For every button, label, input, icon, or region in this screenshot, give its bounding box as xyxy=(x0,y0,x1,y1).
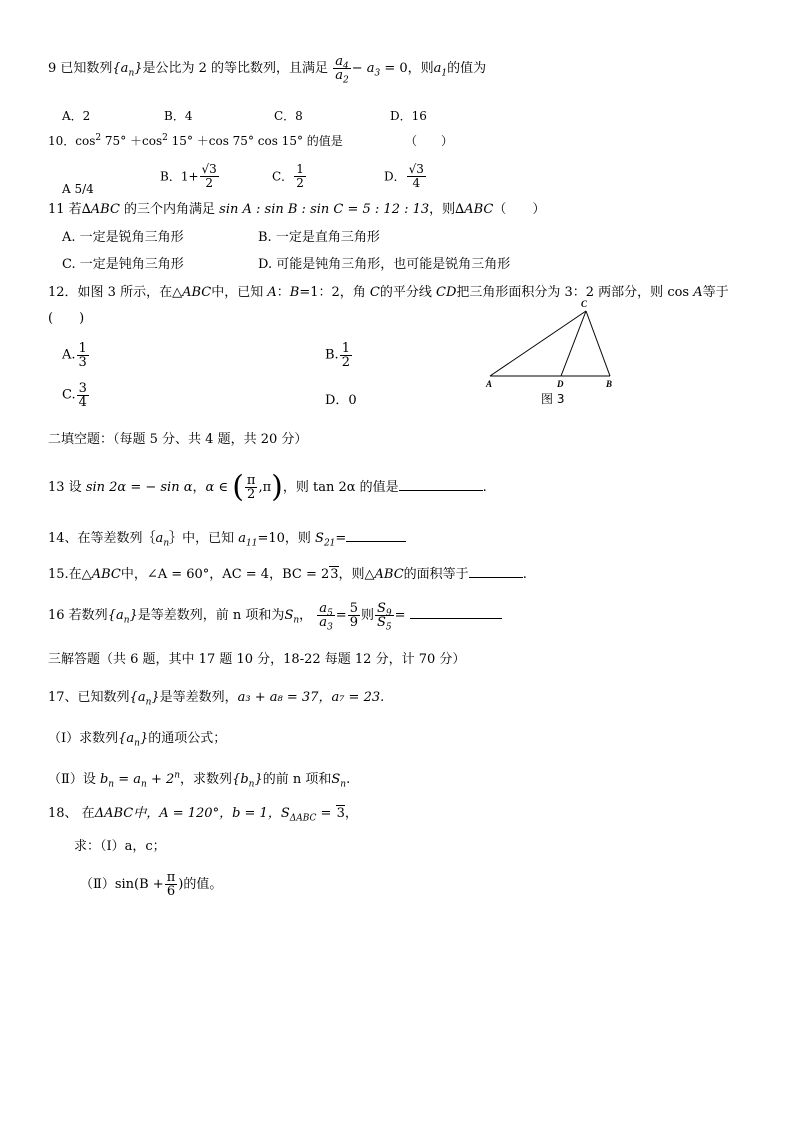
label-a: A xyxy=(486,379,493,389)
q10-paren: （ ） xyxy=(405,134,454,148)
q9-tail: 的值为 xyxy=(447,61,487,76)
section3-heading: 三解答题（共 6 题，其中 17 题 10 分，18-22 每题 12 分，计 70 分） xyxy=(48,652,466,667)
q12-paren: ( ) xyxy=(48,311,85,326)
q9-option-a: A．2 xyxy=(62,109,91,123)
q13-stem: 13 设 sin 2α = − sin α，α ∈ ( $\frac{\pi}{2}$ ,π)，则 tan 2α 的值是 . xyxy=(48,469,487,505)
q15-stem: 15.在△ABC中，∠A = 60°，AC = 4，BC = 23，则△ABC的面积等于 . xyxy=(48,567,527,582)
q9-seq: $\{a_n\}$ xyxy=(112,61,143,79)
label-c: C xyxy=(581,299,588,309)
q12-option-a: A. $\frac{1}{3}$ xyxy=(62,341,87,370)
q12-stem: 12．如图 3 所示，在△ABC中，已知 A：B=1：2，角 C的平分线 CD把三角形面积分为 3：2 两部分，则 cos A等于 xyxy=(48,285,729,300)
q9-option-d: D．16 xyxy=(390,109,427,123)
q13-blank[interactable] xyxy=(399,490,483,491)
q11-option-a: A. 一定是锐角三角形 xyxy=(62,230,184,245)
q14-stem: 14、在等差数列$\{a_n\}$中，已知 $a_{11}=10$，则 $S_{21}=$ xyxy=(48,531,406,547)
q11-option-d: D. 可能是钝角三角形，也可能是锐角三角形 xyxy=(258,257,511,272)
q9-a1: $a_1$ xyxy=(433,61,448,79)
q16-stem: 16 若数列$\{a_n\}$是等差数列，前 n 项和为$S_n$， $\frac{a_5}{a_3}$ = $\frac{5}{9}$ 则 $\frac{S_9}{S_5}$ = xyxy=(48,598,502,634)
q18-part2: （Ⅱ）sin(B + $\frac{\pi}{6}$ )的值。 xyxy=(80,870,223,899)
q10-option-d: D． $\frac{√3}{4}$ xyxy=(384,162,424,190)
q17-stem: 17、已知数列$\{a_n\}$是等差数列，a₃ + a₈ = 37，a₇ = 23. xyxy=(48,690,385,708)
q9-mid: 是公比为 2 的等比数列，且满足 xyxy=(142,61,329,76)
q16-blank[interactable] xyxy=(410,618,502,619)
q10-stem: 10．$\cos^2 75^\circ +\cos^2$ 15° ＋cos 75° cos 15° 的值是 xyxy=(48,133,343,148)
q14-blank[interactable] xyxy=(346,541,406,542)
label-b: B xyxy=(606,379,613,389)
side-ac xyxy=(490,311,586,376)
bisector-cd xyxy=(561,311,586,376)
q12-option-b: B. $\frac{1}{2}$ xyxy=(325,341,350,370)
triangle-figure xyxy=(480,295,630,405)
q17-part1: （Ⅰ）求数列$\{a_n\}$的通项公式； xyxy=(48,731,227,749)
q9-option-c: C．8 xyxy=(274,109,303,123)
q9-eq: = 0，则 xyxy=(384,61,434,76)
q10-option-a: A 5/4 xyxy=(62,182,94,196)
q9-prefix: 9 已知数列 xyxy=(48,61,113,76)
q11-option-b: B. 一定是直角三角形 xyxy=(258,230,380,245)
q12-option-c: C. $\frac{3}{4}$ xyxy=(62,381,87,410)
q10-option-b: B．1+ $\frac{√3}{2}$ xyxy=(160,162,217,190)
q15-blank[interactable] xyxy=(469,577,523,578)
q9-fraction: $\frac{a_4}{a_2}$ xyxy=(335,54,349,86)
q9-stem xyxy=(48,54,487,86)
section2-heading: 二填空题：（每题 5 分、共 4 题，共 20 分） xyxy=(48,432,308,447)
q11-stem: 11 若∆ABC 的三个内角满足 sin A : sin B : sin C = 5 : 12 : 13，则∆ABC（ ） xyxy=(48,202,546,217)
label-d: D xyxy=(557,379,564,389)
figure-caption: 图 3 xyxy=(541,392,565,405)
q9-after: − $a_3$ xyxy=(351,61,381,79)
q10-option-c: C． $\frac{1}{2}$ xyxy=(272,162,304,190)
side-bc xyxy=(586,311,610,376)
q17-part2: （Ⅱ）设 $b_n = a_n + 2^n$，求数列$\{b_n\}$的前 n 项和$S_n$. xyxy=(48,770,351,790)
q18-ask: 求：（Ⅰ）a，c； xyxy=(74,839,166,854)
q18-stem: 18、 在ΔABC中，A = 120°，b = 1，$S_{\Delta ABC} = 3$， xyxy=(48,806,358,824)
q9-option-b: B．4 xyxy=(164,109,193,123)
q12-option-d: D．0 xyxy=(325,393,357,408)
q11-option-c: C. 一定是钝角三角形 xyxy=(62,257,184,272)
